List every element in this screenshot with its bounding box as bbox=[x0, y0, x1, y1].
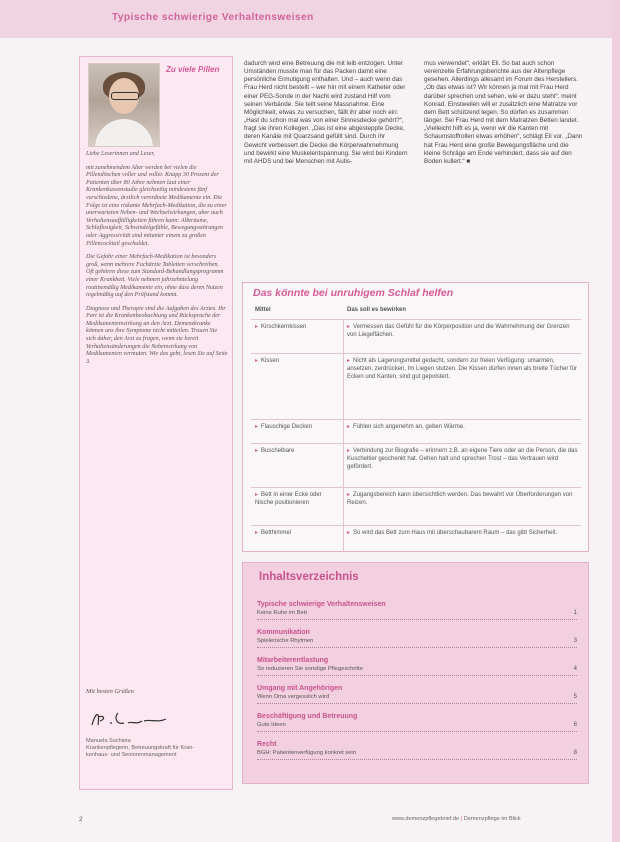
toc-entry[interactable] bbox=[257, 685, 577, 704]
toc-title: Inhaltsverzeichnis bbox=[259, 571, 359, 583]
author-role: Krankenpflegerin, Betreuungskraft für Kran- bbox=[86, 745, 195, 751]
toc-section: Typische schwierige Verhaltensweisen bbox=[257, 601, 386, 608]
greeting: Mit besten Grüßen bbox=[86, 688, 134, 695]
arrow-icon: ▸ bbox=[255, 358, 259, 364]
toc-entry[interactable] bbox=[257, 713, 577, 732]
table-title: Das könnte bei unruhigem Schlaf helfen bbox=[253, 287, 454, 299]
toc-subtitle: Spielerische Rhytmen bbox=[257, 638, 316, 644]
arrow-icon: ▸ bbox=[347, 530, 351, 536]
row-effect: Vermessen das Gefühl für die Körperposition und die Wahrnehmung der Grenzen von Liegeflächen. bbox=[347, 324, 570, 338]
arrow-icon: ▸ bbox=[255, 424, 259, 430]
footer-url[interactable]: www.demenzpflegebrief.de bbox=[392, 816, 460, 822]
editorial-paragraph: mit zunehmendem Alter werden bei vielen die Pillendöschen voller und voller. Knapp 30 Prozent der Patienten über 80 Jahre nehmen laut einer Krankenkassenstudie gleichzeitig mindestens fünf verschiedene, ärztlich verordnete Medikamente ein. Die Folge ist eine riskante Mehrfach-Medikation, die zu einer unerwarteten Neben- und Wechselwirkungen, aber auch Verhaltensauffälligkeiten führen kann: Albträume, Schlaflosigkeit, Schwindelgefühle, Bewegungsstörungen oder Aggressivität sind mitunter einem zu großen Pillencocktail geschuldet. bbox=[86, 164, 227, 247]
toc-subtitle: Gute Ideen bbox=[257, 722, 289, 728]
arrow-icon: ▸ bbox=[347, 358, 351, 364]
toc-section: Recht bbox=[257, 741, 277, 748]
table-row bbox=[251, 319, 581, 354]
row-means: Bett in einer Ecke oder Nische positionieren bbox=[255, 492, 322, 506]
table-row bbox=[251, 443, 581, 488]
section-title: Typische schwierige Verhaltensweisen bbox=[112, 12, 314, 23]
table-row bbox=[251, 487, 581, 526]
editorial-text bbox=[86, 151, 228, 372]
arrow-icon: ▸ bbox=[347, 424, 351, 430]
toc-page: 3 bbox=[571, 638, 577, 644]
toc-subtitle: Wenn Oma vergesslich wird bbox=[257, 694, 332, 700]
page-edge-strip bbox=[612, 0, 620, 842]
toc-entry[interactable] bbox=[257, 601, 577, 620]
editorial-paragraph: Diagnose und Therapie sind die Aufgaben des Arztes. Ihr Part ist die Krankenbeobachtung und Rücksprache der Medikamentenwirkung an den Arzt. Demenzkranke können uns ihre Symptome nicht mitteilen. Trauen Sie sich daher, den Arzt zu fragen, wenn sie bereit Verhaltensänderungen die Nebenwirkung von Medikamenten vermuten. Wie das geht, lesen Sie auf Seite 3. bbox=[86, 305, 228, 365]
arrow-icon: ▸ bbox=[347, 448, 351, 454]
toc-subtitle: Keine Ruhe im Bett bbox=[257, 610, 310, 616]
row-effect: Fühlen sich angenehm an, geben Wärme. bbox=[353, 424, 465, 430]
header-bar bbox=[0, 0, 620, 38]
row-means: Buschelbare bbox=[261, 448, 295, 454]
editorial-paragraph: Die Gefahr einer Mehrfach-Medikation ist besonders groß, wenn mehrere Fachärzte Tabletten verschreiben. Oft gehören diese zum Standard-Behandlungsprogramm einer Krankheit. Viele nehmen jahrzehntelang routinemäßig Medikamente ein, ohne dass deren Nutzen regelmäßig auf den Prüfstand kommt. bbox=[86, 254, 224, 299]
toc-entry[interactable] bbox=[257, 629, 577, 648]
row-effect: So wird das Bett zum Haus mit überschaubarem Raum – das gibt Sicherheit. bbox=[353, 530, 558, 536]
column-header-effect: Das soll es bewirken bbox=[347, 307, 407, 313]
toc-subtitle: So reduzieren Sie sonstige Pflegeschritte bbox=[257, 666, 366, 672]
row-effect: Verbindung zur Biografie – erinnern z.B. an eigene Tiere oder an die Person, die das Kuscheltier geschenkt hat. Gehen halt und sprechen Trost – das Vertrauen wird gefördert. bbox=[347, 448, 578, 470]
arrow-icon: ▸ bbox=[255, 448, 259, 454]
footer-info bbox=[392, 816, 521, 822]
row-means: Kirschkernkissen bbox=[261, 324, 307, 330]
editorial-paragraph: Liebe Leserinnen und Leser, bbox=[86, 151, 155, 157]
author-photo bbox=[88, 63, 160, 147]
arrow-icon: ▸ bbox=[255, 492, 259, 498]
arrow-icon: ▸ bbox=[255, 530, 259, 536]
arrow-icon: ▸ bbox=[347, 492, 351, 498]
sleep-help-table bbox=[242, 282, 589, 552]
row-effect: Zugangsbereich kann übersichtlich werden. Das bewahrt vor Überforderungen von Reizen. bbox=[347, 492, 573, 506]
toc-page: 4 bbox=[571, 666, 577, 672]
editorial-sidebar bbox=[79, 56, 233, 790]
arrow-icon: ▸ bbox=[255, 324, 259, 330]
toc-entry[interactable] bbox=[257, 657, 577, 676]
toc-section: Mitarbeiterentlastung bbox=[257, 657, 329, 664]
row-means: Kissen bbox=[261, 358, 280, 364]
article-column-1: dadurch wird eine Betreuung die mit leib entzogen. Unter Umständen musste man für das Packen damit eine persönliche Ermutigung enthalten. Und – auch wenn das Frau Herd nicht bestellt – wer hin mit einem Katheter oder einer PEG-Sonde in der Nacht wird zustand Hilf vom seinen Verbände. Sie teilt seine Massnahme. Eine Möglichkeit, etwas zu versuchen, fällt ihr aber noch ein: „Hast du schon mal was von einer Sinnesdecke gehört?“, fragt sie ihren Kollegen. „Das ist eine abgesteppte Decke, deren Kanäle mit Quarzsand gefüllt sind. Durch ihr Gewicht verbessert die Decke die Körperwahrnehmung und bewirkt eine Muskelentspannung. Sie wird bei Kindern mit AHDS und bei Menschen mit Autis- bbox=[244, 60, 408, 165]
page-number: 2 bbox=[79, 816, 83, 823]
arrow-icon: ▸ bbox=[347, 324, 351, 330]
toc-section: Beschäftigung und Betreuung bbox=[257, 713, 358, 720]
table-of-contents bbox=[242, 562, 589, 784]
author-role: kenhaus- und Seniorenmanagement bbox=[86, 752, 177, 758]
article-column-2: mus verwendet“, erklärt Eli. So bat auch schon vereinzelte Erfahrungsberichte aus der Altenpflege gesehen. Allerdings allesamt im Forum des Herstellers. „Ob das etwas ist? Wir können ja mal mit Frau Herd darüber sprechen und sehen, wie er dazu steht“, meint Konrad. Einstweilen will er zusätzlich eine Matratze vor dem Bett schützend legen. So dürfen es zusammen länger. Sei Frau Herd mit dem Matratzen Betten landet. „Vielleicht hilft es ja, wenn wir die Kanten mit Schaumstoffrollen etwas erhöhen“, schlägt Eli vor. „Dann hat Frau Herd eine große Bewegungsfläche und die kleine Schräge am Ende verhindert, dass sie auf den Boden kullert.“ ■ bbox=[424, 60, 583, 165]
row-means: Betthimmel bbox=[261, 530, 292, 536]
toc-section: Umgang mit Angehörigen bbox=[257, 685, 343, 692]
table-row bbox=[251, 353, 581, 420]
editorial-title: Zu viele Pillen bbox=[166, 65, 220, 74]
row-means: Flauschige Decken bbox=[261, 424, 313, 430]
table-row bbox=[251, 525, 581, 552]
author-name: Manuela Sochieta bbox=[86, 738, 131, 744]
toc-entry[interactable] bbox=[257, 741, 577, 760]
toc-section: Kommunikation bbox=[257, 629, 310, 636]
column-header-means: Mittel bbox=[255, 307, 271, 313]
footer-publication: Demenzpflege im Blick bbox=[463, 816, 521, 822]
toc-subtitle: BGH: Patientenverfügung konkret sein bbox=[257, 750, 359, 756]
toc-page: 8 bbox=[571, 750, 577, 756]
footer-divider: | bbox=[460, 816, 463, 822]
signature-image bbox=[88, 707, 188, 731]
toc-page: 1 bbox=[571, 610, 577, 616]
author-info bbox=[86, 738, 228, 759]
table-row bbox=[251, 419, 581, 444]
toc-page: 5 bbox=[571, 694, 577, 700]
row-effect: Nicht als Lagerungsmittel gedacht, sondern zur freien Verfügung: umarmen, ansetzen, zerdrücken, Im Liegen stutzen. Die Kissen dürfen innen als breite Tücher für Ecken und Kanten, sind gut gepolstert. bbox=[347, 358, 578, 380]
toc-page: 6 bbox=[571, 722, 577, 728]
